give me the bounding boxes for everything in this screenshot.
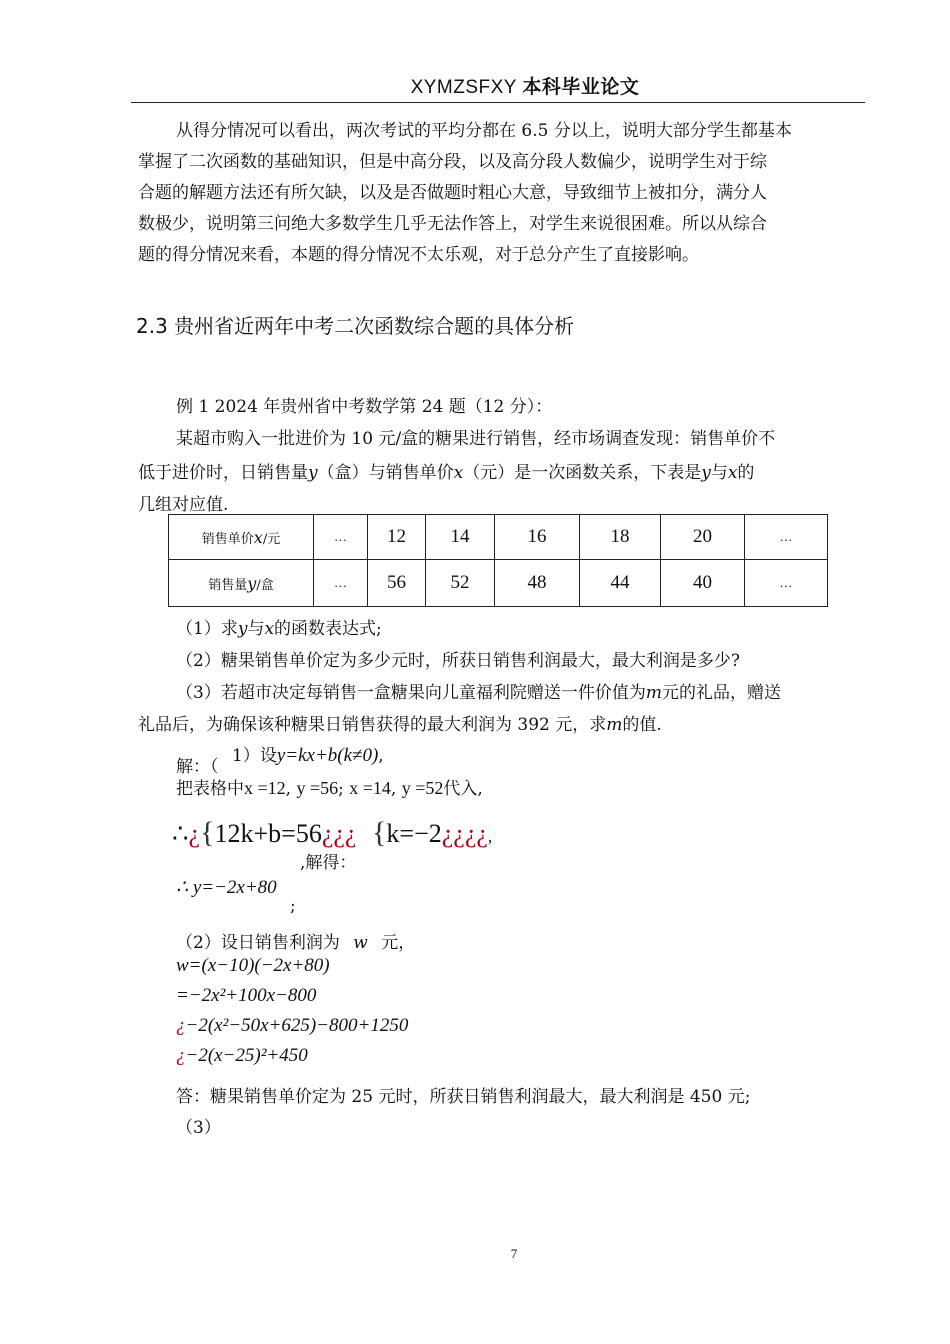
q3-line2-text: 礼品后，为确保该种糖果日销售获得的最大利润为 392 元，求 bbox=[138, 715, 607, 735]
sub-text: 把表格中 bbox=[176, 779, 244, 799]
table-row-volume bbox=[169, 560, 828, 607]
section-heading: 2.3 贵州省近两年中考二次函数综合题的具体分析 bbox=[136, 314, 575, 338]
var-y: y bbox=[308, 463, 318, 483]
var-w: w bbox=[353, 933, 368, 953]
header-rule bbox=[131, 102, 865, 103]
var-y: y bbox=[237, 619, 248, 639]
solution-jie: 解：（ bbox=[176, 757, 219, 777]
sub-end: 代入, bbox=[443, 779, 483, 799]
table-cell: 20 bbox=[661, 515, 745, 560]
table-cell: 14 bbox=[426, 515, 495, 560]
intro-line-1: 从得分情况可以看出，两次考试的平均分都在 6.5 分以上，说明大部分学生都基本 bbox=[176, 121, 792, 141]
table-ellipsis: … bbox=[314, 560, 368, 607]
sub-sep: , bbox=[285, 779, 292, 799]
part1-label: 1）设 bbox=[232, 746, 277, 766]
stem-text-e: 的 bbox=[737, 463, 755, 483]
brace-left: { bbox=[372, 816, 387, 849]
garbled-chars: ¿¿¿ bbox=[321, 819, 357, 848]
sub-y1: y =56 bbox=[296, 778, 339, 798]
solve-word: 解得： bbox=[305, 853, 357, 873]
part2-unit: 元， bbox=[381, 933, 416, 953]
running-header bbox=[0, 72, 950, 99]
table-cell: 40 bbox=[661, 560, 745, 607]
question-1 bbox=[176, 614, 382, 639]
comma: , bbox=[300, 853, 306, 873]
example-stem-line-3: 几组对应值. bbox=[138, 495, 229, 515]
header-prefix: XYMZSFXY bbox=[410, 77, 517, 98]
table-cell: 48 bbox=[495, 560, 580, 607]
result-equation: k=−2 bbox=[386, 819, 442, 848]
comma: , bbox=[487, 827, 493, 846]
intro-line-5: 题的得分情况来看，本题的得分情况不太乐观，对于总分产生了直接影响。 bbox=[138, 245, 699, 265]
brace-left: { bbox=[200, 816, 215, 849]
label-unit: /盒 bbox=[256, 577, 274, 593]
table-cell: 12 bbox=[368, 515, 426, 560]
part1-equation: y=kx+b(k≠0) bbox=[276, 745, 379, 766]
q1-text-c: 的函数表达式; bbox=[274, 619, 382, 639]
answer-line: 答：糖果销售单价定为 25 元时，所获日销售利润最大，最大利润是 450 元; bbox=[176, 1087, 751, 1107]
var-x: x bbox=[264, 619, 275, 639]
intro-line-2: 掌握了二次函数的基础知识，但是中高分段，以及高分段人数偏少，说明学生对于综 bbox=[138, 152, 767, 172]
w-line-4-expr: −2(x−25)²+450 bbox=[185, 1045, 308, 1066]
q1-text-a: （1）求 bbox=[176, 619, 238, 639]
header-suffix: 本科毕业论文 bbox=[522, 77, 640, 98]
stem-text-a: 低于进价时，日销售量 bbox=[138, 463, 308, 483]
w-line-2: =−2x²+100x−800 bbox=[176, 985, 317, 1006]
part3-label: （3） bbox=[176, 1118, 221, 1138]
var-m: m bbox=[606, 715, 623, 735]
garbled-char: ¿ bbox=[188, 819, 201, 848]
var-m: m bbox=[645, 683, 662, 703]
row-label-price bbox=[169, 515, 314, 560]
example-stem-line-1: 某超市购入一批进价为 10 元/盒的糖果进行销售，经市场调查发现：销售单价不 bbox=[176, 429, 776, 449]
table-ellipsis: … bbox=[745, 560, 828, 607]
w-line-3 bbox=[176, 1015, 408, 1037]
q3-text-b: 元的礼品，赠送 bbox=[661, 683, 781, 703]
result-line: ∴ y=−2x+80 bbox=[176, 877, 277, 898]
var-x: x bbox=[727, 463, 738, 483]
stem-text-d: 与 bbox=[710, 463, 728, 483]
result-system bbox=[372, 816, 492, 850]
question-3 bbox=[176, 678, 781, 703]
solution-part1 bbox=[232, 741, 384, 767]
example-stem-line-2 bbox=[138, 458, 754, 483]
system-line bbox=[172, 816, 356, 850]
q3-text-a: （3）若超市决定每销售一盒糖果向儿童福利院赠送一件价值为 bbox=[176, 683, 646, 703]
table-cell: 18 bbox=[580, 515, 661, 560]
q1-text-b: 与 bbox=[247, 619, 265, 639]
page-number: 7 bbox=[510, 1246, 518, 1261]
stem-text-b: （盒）与销售单价 bbox=[317, 463, 454, 483]
example-title: 例 1 2024 年贵州省中考数学第 24 题（12 分）： bbox=[176, 397, 553, 417]
sub-y2: y =52 bbox=[401, 778, 444, 798]
w-line-4 bbox=[176, 1045, 308, 1067]
table-row-price bbox=[169, 515, 828, 560]
var-y: y bbox=[247, 573, 257, 593]
table-cell: 16 bbox=[495, 515, 580, 560]
intro-line-4: 数极少，说明第三问绝大多数学生几乎无法作答上，对学生来说很困难。所以从综合 bbox=[138, 214, 767, 234]
label-unit: /元 bbox=[262, 531, 281, 547]
sub-sep: ; bbox=[338, 779, 344, 799]
question-2: （2）糖果销售单价定为多少元时，所获日销售利润最大，最大利润是多少? bbox=[176, 651, 740, 671]
part2-line bbox=[176, 928, 415, 953]
question-3-line-2 bbox=[138, 710, 662, 735]
part1-end: , bbox=[378, 746, 384, 766]
w-line-3-expr: −2(x²−50x+625)−800+1250 bbox=[185, 1015, 409, 1036]
label-text: 销售量 bbox=[208, 577, 248, 593]
data-table bbox=[168, 514, 828, 607]
garbled-char: ¿ bbox=[176, 1045, 186, 1066]
q3-line2-end: 的值. bbox=[622, 715, 662, 735]
system-equation: 12k+b=56 bbox=[214, 819, 322, 848]
solution-substitution bbox=[176, 774, 483, 799]
garbled-char: ¿ bbox=[176, 1015, 186, 1036]
sub-sep: , bbox=[390, 779, 397, 799]
var-x: x bbox=[453, 463, 464, 483]
stem-text-c: （元）是一次函数关系，下表是 bbox=[463, 463, 702, 483]
garbled-chars: ¿¿¿¿ bbox=[441, 819, 488, 848]
result-semicolon: ; bbox=[290, 896, 296, 916]
w-line-1: w=(x−10)(−2x+80) bbox=[176, 955, 330, 976]
label-text: 销售单价 bbox=[201, 531, 254, 547]
sub-x2: x =14 bbox=[349, 778, 391, 798]
intro-line-3: 合题的解题方法还有所欠缺，以及是否做题时粗心大意，导致细节上被扣分，满分人 bbox=[138, 183, 767, 203]
row-label-volume bbox=[169, 560, 314, 607]
system-comma-solve bbox=[300, 848, 356, 873]
table-ellipsis: … bbox=[745, 515, 828, 560]
table-ellipsis: … bbox=[314, 515, 368, 560]
table-cell: 52 bbox=[426, 560, 495, 607]
part2-text: （2）设日销售利润为 bbox=[176, 933, 340, 953]
therefore-symbol: ∴ bbox=[172, 819, 189, 848]
var-y: y bbox=[701, 463, 711, 483]
table-cell: 44 bbox=[580, 560, 661, 607]
sub-x1: x =12 bbox=[244, 778, 286, 798]
var-x: x bbox=[253, 527, 263, 547]
table-cell: 56 bbox=[368, 560, 426, 607]
